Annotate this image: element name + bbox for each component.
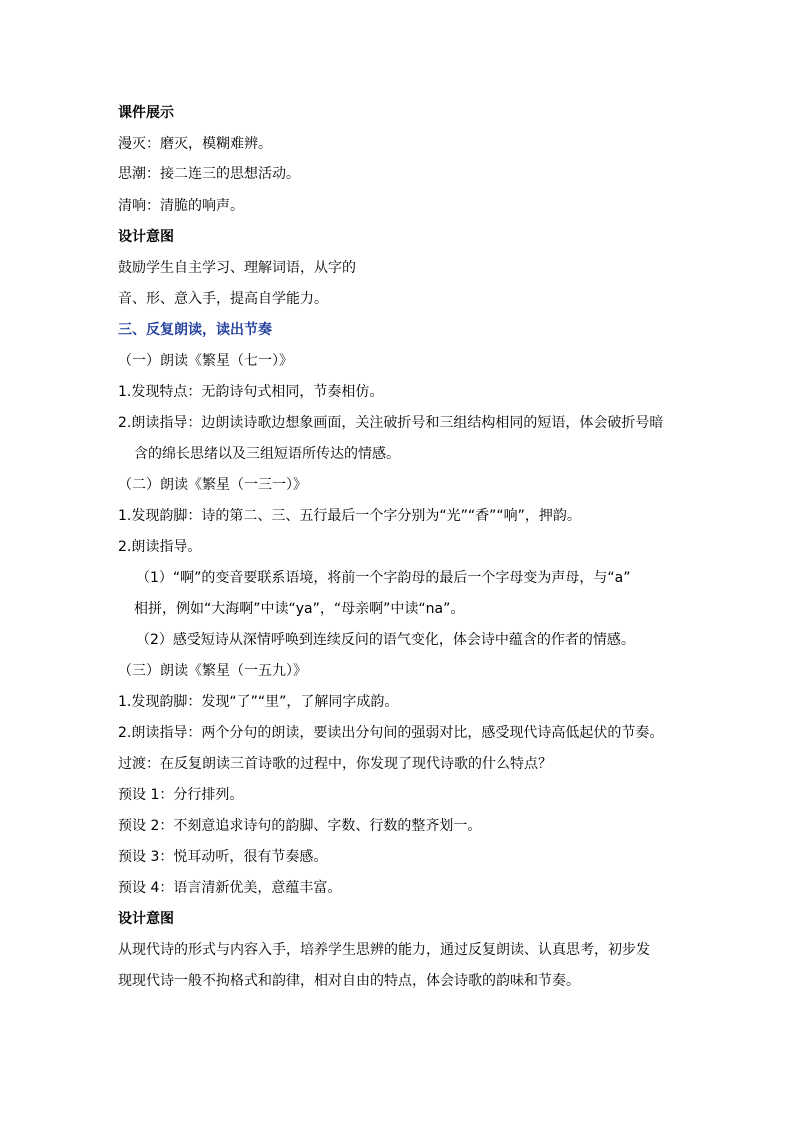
section-label-design-intent: 设计意图 — [118, 229, 174, 245]
list-item: 1.发现韵脚：诗的第二、三、五行最后一个字分别为“光”“香”“响”，押韵。 — [118, 508, 581, 524]
section-heading-repeat-reading: 三、反复朗读，读出节奏 — [118, 322, 272, 338]
preset-answer: 预设 3：悦耳动听，很有节奏感。 — [118, 849, 328, 865]
sub-list-item: （2）感受短诗从深情呼唤到连续反问的语气变化，体会诗中蕴含的作者的情感。 — [136, 632, 635, 648]
list-item: 1.发现韵脚：发现“了”“里”，了解同字成韵。 — [118, 694, 399, 710]
subsection-heading-poem-159: （三）朗读《繁星（一五九）》 — [118, 663, 307, 679]
paragraph-line: 鼓励学生自主学习、理解词语，从字的 — [118, 260, 356, 276]
vocab-line-qingxiang: 清响：清脆的响声。 — [118, 198, 244, 214]
list-item: 2.朗读指导：两个分句的朗读，要读出分句间的强弱对比，感受现代诗高低起伏的节奏。 — [118, 725, 664, 741]
list-item: 2.朗读指导：边朗读诗歌边想象画面，关注破折号和三组结构相同的短语，体会破折号暗 — [118, 415, 664, 431]
preset-answer: 预设 2：不刻意追求诗句的韵脚、字数、行数的整齐划一。 — [118, 818, 482, 834]
paragraph-line: 音、形、意入手，提高自学能力。 — [118, 291, 328, 307]
preset-answer: 预设 1：分行排列。 — [118, 787, 244, 803]
paragraph-line: 现现代诗一般不拘格式和韵律，相对自由的特点，体会诗歌的韵味和节奏。 — [118, 973, 580, 989]
sub-list-item-continuation: 相拼，例如“大海啊”中读“ya”，“母亲啊”中读“na”。 — [134, 601, 465, 617]
section-label-courseware: 课件展示 — [118, 105, 174, 121]
list-item-continuation: 含的绵长思绪以及三组短语所传达的情感。 — [134, 446, 400, 462]
transition-question: 过渡：在反复朗读三首诗歌的过程中，你发现了现代诗歌的什么特点？ — [118, 756, 552, 772]
subsection-heading-poem-131: （二）朗读《繁星（一三一）》 — [118, 477, 307, 493]
subsection-heading-poem-71: （一）朗读《繁星（七一）》 — [118, 353, 293, 369]
section-label-design-intent: 设计意图 — [118, 911, 174, 927]
preset-answer: 预设 4：语言清新优美，意蕴丰富。 — [118, 880, 342, 896]
vocab-line-manmie: 漫灭：磨灭，模糊难辨。 — [118, 136, 272, 152]
vocab-line-sichao: 思潮：接二连三的思想活动。 — [118, 166, 300, 182]
sub-list-item: （1）“啊”的变音要联系语境，将前一个字韵母的最后一个字母变为声母，与“a” — [136, 570, 631, 586]
paragraph-line: 从现代诗的形式与内容入手，培养学生思辨的能力，通过反复朗读、认真思考，初步发 — [118, 942, 650, 958]
list-item: 1.发现特点：无韵诗句式相同，节奏相仿。 — [118, 384, 384, 400]
list-item: 2.朗读指导。 — [118, 539, 202, 555]
